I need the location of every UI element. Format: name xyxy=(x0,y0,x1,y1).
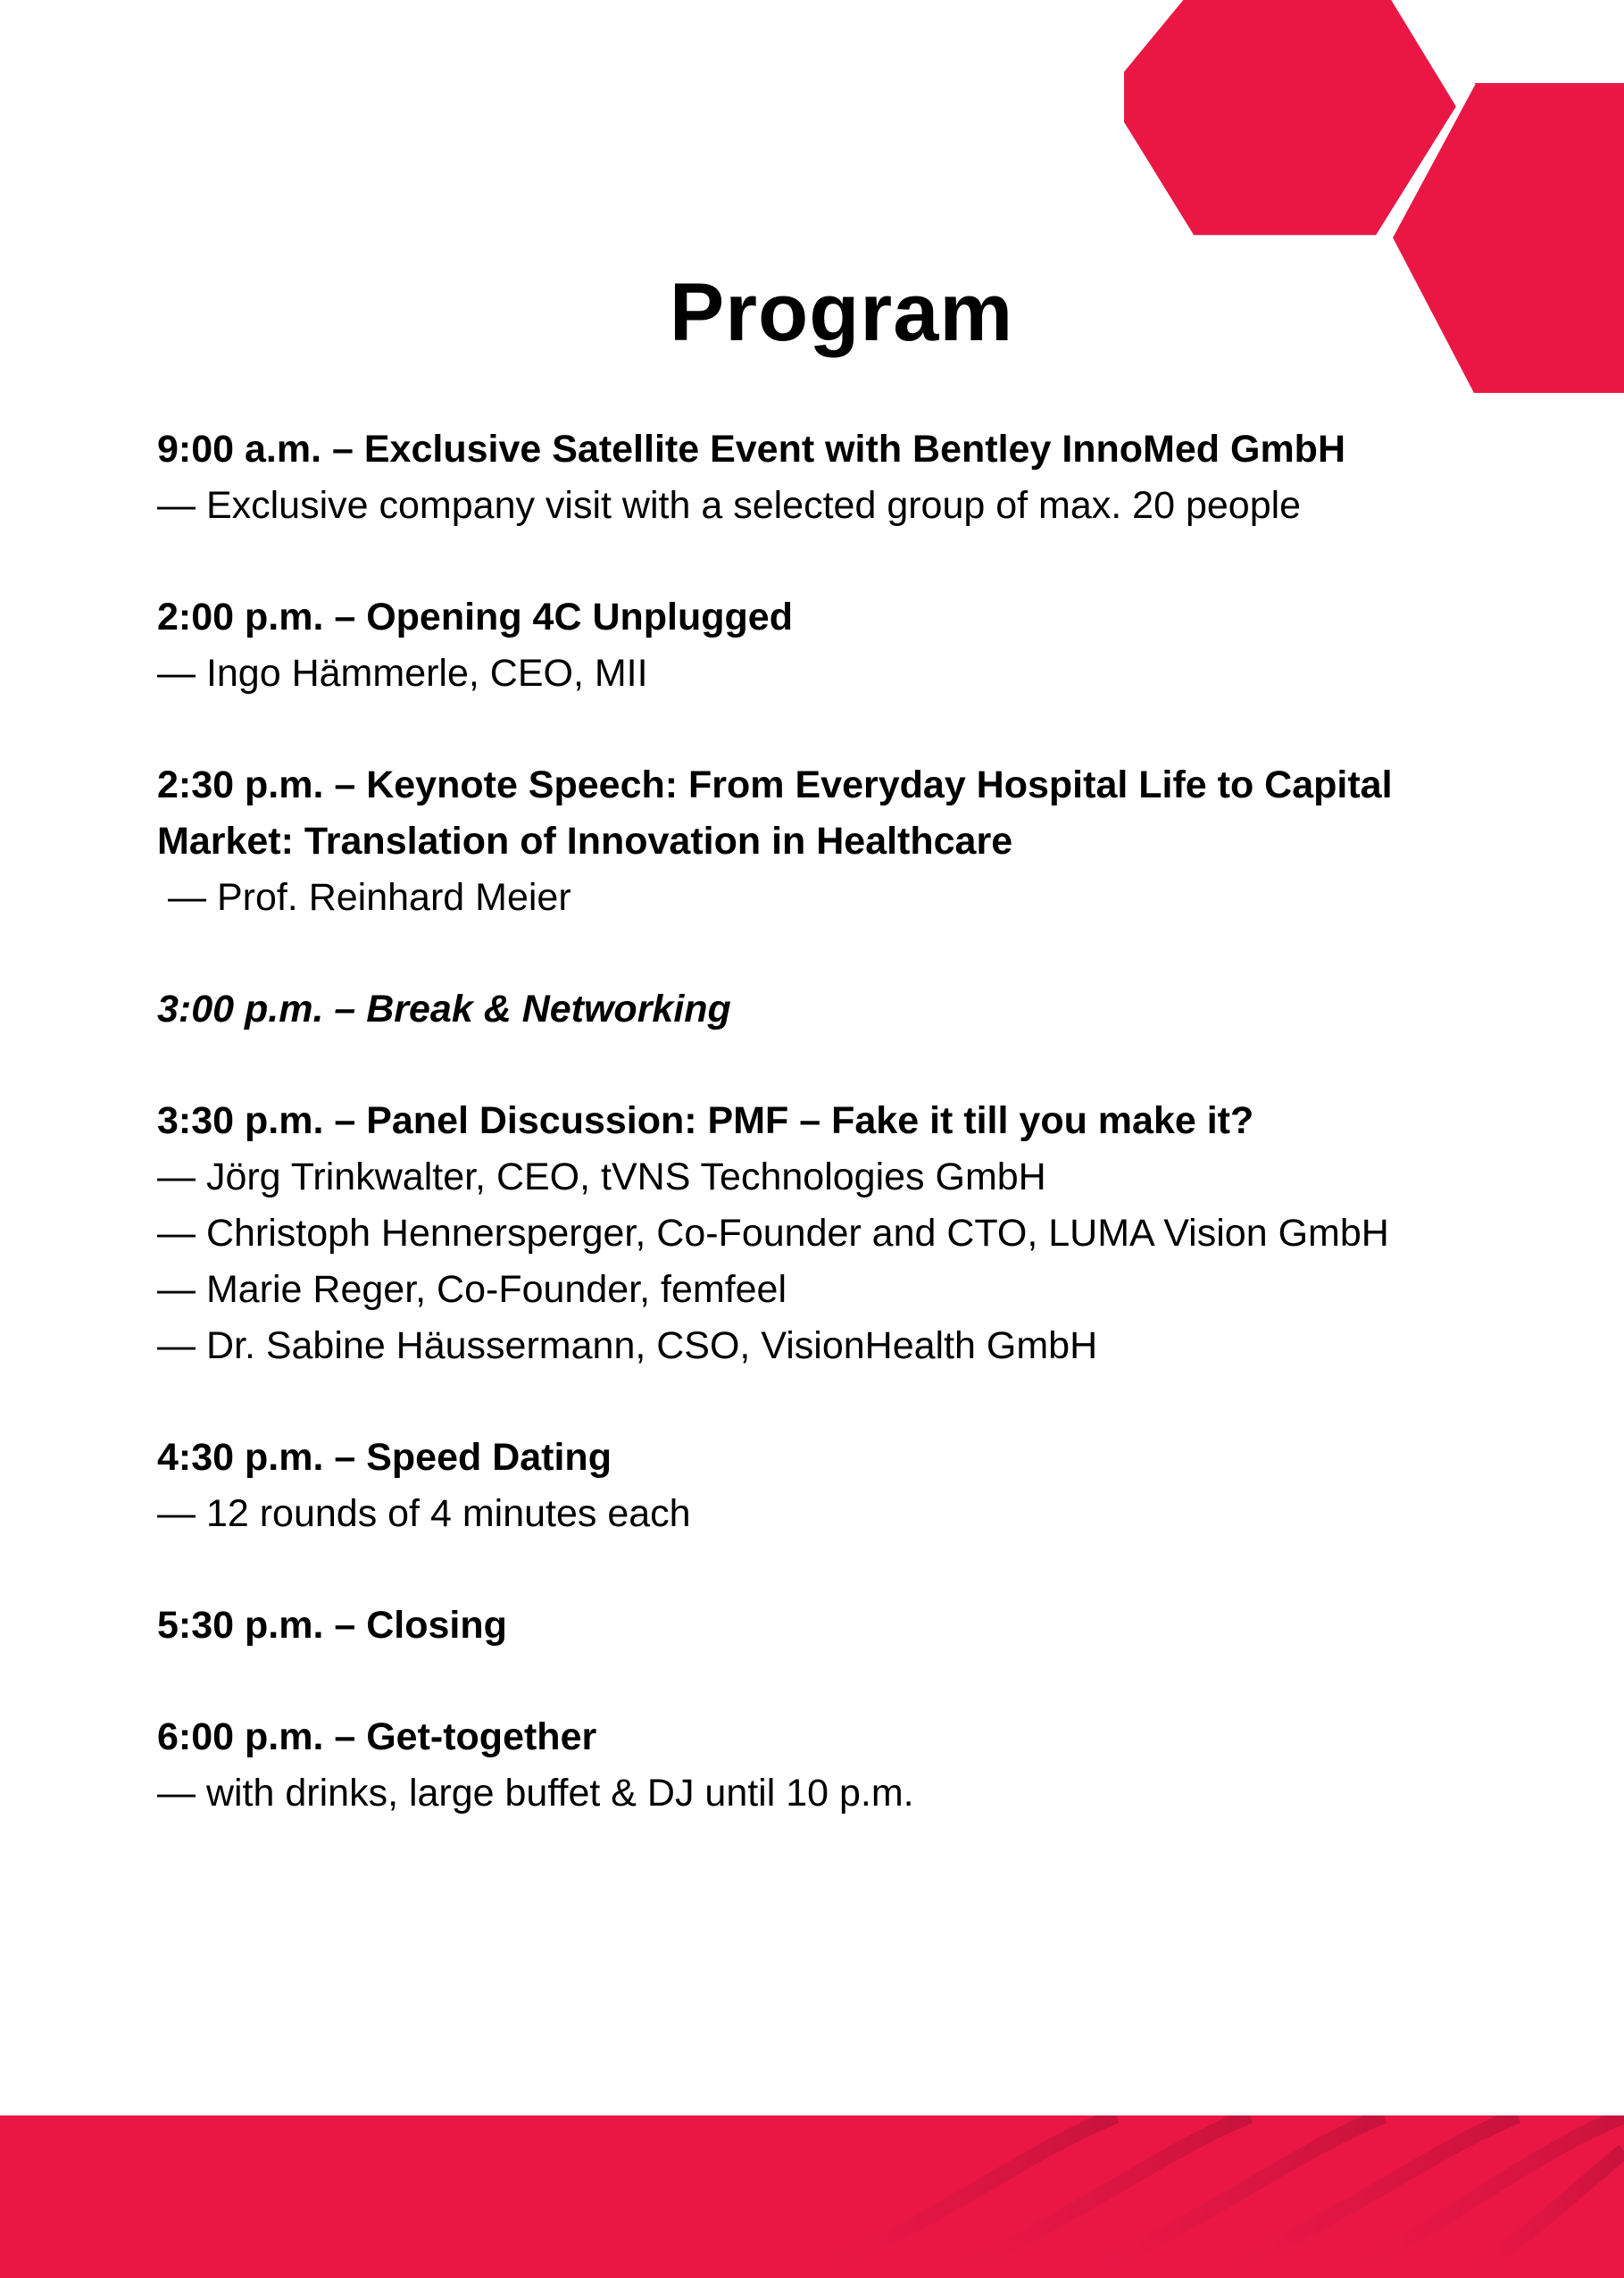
page-title: Program xyxy=(669,267,1014,358)
program-item-heading: 2:00 p.m. – Opening 4C Unplugged xyxy=(157,596,793,638)
program-item xyxy=(157,1430,1523,1542)
program-list xyxy=(157,421,1523,1877)
footer-wave xyxy=(937,2115,1250,2278)
footer-wave xyxy=(1071,2115,1384,2278)
program-item xyxy=(157,981,1523,1038)
program-item-heading: 3:00 p.m. – Break & Networking xyxy=(157,988,731,1031)
program-item xyxy=(157,1709,1523,1822)
program-item-heading: 3:30 p.m. – Panel Discussion: PMF – Fake it till you make it? xyxy=(157,1099,1254,1142)
program-item-detail: — Prof. Reinhard Meier xyxy=(168,876,571,919)
program-item xyxy=(157,421,1523,534)
program-item-detail: — with drinks, large buffet & DJ until 10 p.m. xyxy=(157,1772,914,1815)
program-item-detail: — Ingo Hämmerle, CEO, MII xyxy=(157,652,648,695)
hexagon-shape-large xyxy=(1124,0,1456,235)
footer-wave xyxy=(804,2115,1116,2278)
program-item-detail: — 12 rounds of 4 minutes each xyxy=(157,1492,691,1535)
program-item-detail: — Jörg Trinkwalter, CEO, tVNS Technologies GmbH xyxy=(157,1156,1046,1198)
program-item xyxy=(157,1598,1523,1654)
footer-wave-decoration xyxy=(0,2115,1624,2278)
program-item-heading: 6:00 p.m. – Get-together xyxy=(157,1715,597,1758)
program-item-heading: 2:30 p.m. – Keynote Speech: From Everyday Hospital Life to Capital Market: Translation of Innovation in Healthcare xyxy=(157,764,1393,863)
program-item-detail: — Christoph Hennersperger, Co-Founder and CTO, LUMA Vision GmbH xyxy=(157,1212,1389,1255)
program-item-heading: 9:00 a.m. – Exclusive Satellite Event with Bentley InnoMed GmbH xyxy=(157,428,1346,471)
program-item xyxy=(157,589,1523,702)
program-item xyxy=(157,757,1523,926)
program-item-heading: 5:30 p.m. – Closing xyxy=(157,1604,507,1647)
program-item-detail: — Marie Reger, Co-Founder, femfeel xyxy=(157,1268,787,1311)
program-item-heading: 4:30 p.m. – Speed Dating xyxy=(157,1436,612,1479)
program-item xyxy=(157,1093,1523,1374)
footer-band xyxy=(0,2115,1624,2278)
program-item-detail: — Dr. Sabine Häussermann, CSO, VisionHealth GmbH xyxy=(157,1324,1098,1367)
footer-wave xyxy=(1464,2151,1624,2278)
program-item-detail: — Exclusive company visit with a selected group of max. 20 people xyxy=(157,484,1302,527)
